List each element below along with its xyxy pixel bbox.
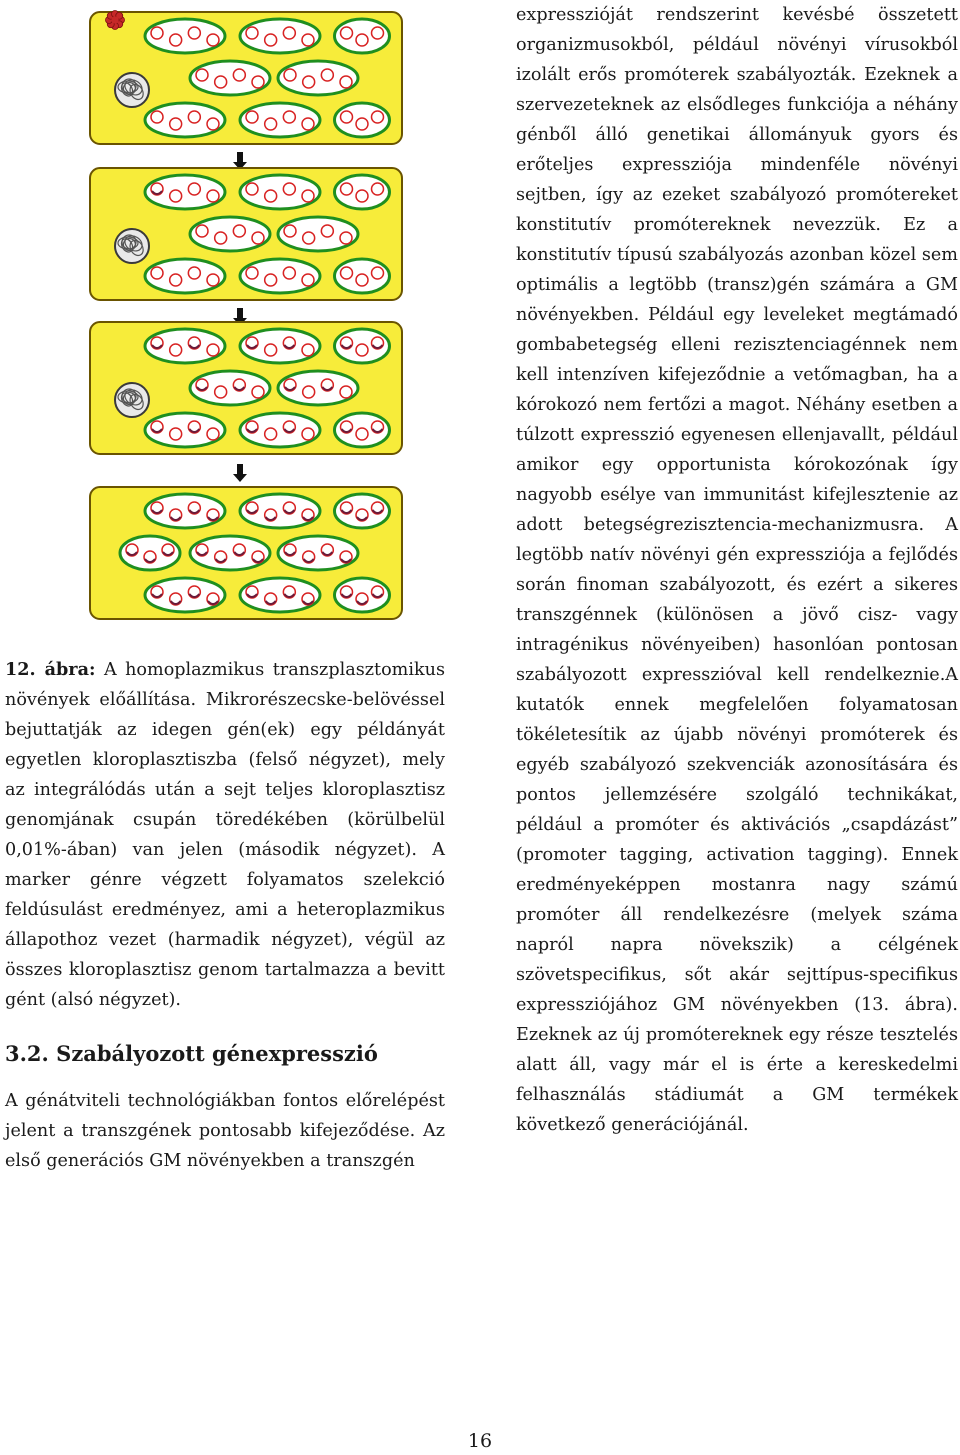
chloroplast bbox=[145, 413, 225, 447]
left-body-text: A génátviteli technológiákban fontos előrelépést jelent a transzgének pontosabb kifejeződése. Az első generációs GM növényekben a transzgén bbox=[5, 1091, 445, 1171]
chloroplast bbox=[240, 578, 320, 612]
down-arrow-icon bbox=[233, 464, 247, 482]
page-number: 16 bbox=[467, 1430, 493, 1452]
chloroplast bbox=[190, 536, 270, 570]
chloroplast bbox=[240, 329, 320, 363]
chloroplast bbox=[278, 61, 358, 95]
chloroplast bbox=[240, 103, 320, 137]
chloroplast bbox=[278, 536, 358, 570]
chloroplast bbox=[335, 175, 390, 209]
chloroplast bbox=[145, 259, 225, 293]
section-heading: 3.2. Szabályozott génexpresszió bbox=[5, 1041, 378, 1066]
chloroplast bbox=[190, 61, 270, 95]
chloroplast bbox=[190, 217, 270, 251]
cell-panel-harmadik-negyzet bbox=[90, 322, 402, 454]
cell-panel-masodik-negyzet bbox=[90, 168, 402, 300]
chloroplast bbox=[145, 175, 225, 209]
chloroplast bbox=[145, 19, 225, 53]
chloroplast bbox=[278, 371, 358, 405]
left-column bbox=[5, 655, 445, 1176]
chloroplast bbox=[278, 217, 358, 251]
chloroplast bbox=[335, 19, 390, 53]
chloroplast bbox=[240, 413, 320, 447]
right-body-text: expresszióját rendszerint kevésbé összetett organizmusokból, például növényi vírusokból izolált erős promóterek szabályozták. Ezeknek a szervezeteknek az elsődleges funkciója a néhány génből álló genetikai állományuk gyors és erőteljes expressziója mindenféle növényi sejtben, így az ezeket szabályozó promótereket konstitutív promótereknek nevezzük. Ez a konstitutív típusú szabályozás azonban közel sem optimális a legtöbb (transz)gén számára a GM növényekben. Például egy leveleket megtámadó gombabetegség elleni rezisztenciagénnek nem kell intenzíven kifejeződnie a vetőmagban, ha a kórokozó nem fertőzi a magot. Néhány esetben a túlzott expresszió egyenesen ellenjavallt, például amikor egy opportunista kórokozónak így nagyobb esélye van immunitást kifejlesztenie az adott betegségrezisztencia-mechanizmusra. A legtöbb natív növényi gén expressziója a fejlődés során finoman szabályozott, és ezért a sikeres transzgénnek (különösen a jövő cisz- vagy intragénikus növényeiben) hasonlóan pontosan szabályozott expresszióval kell rendelkeznie.A kutatók ennek megfelelően folyamatosan tökéletesítik az újabb növényi promóterek és egyéb szabályozó szekvenciák azonosítására és pontos jellemzésére szolgáló technikákat, például a promóter és aktivációs „csapdázást” (promoter tagging, activation tagging). Ennek eredményeképpen mostanra nagy számú promóter áll rendelkezésre (melyek száma napról napra növekszik) a célgének szövetspecifikus, sőt akár sejttípus-specifikus expressziójához GM növényekben (13. ábra). Ezeknek az új promótereknek egy része tesztelés alatt áll, vagy már el is érte a kereskedelmi felhasználás stádiumát a GM termékek következő generációjánál. bbox=[516, 5, 958, 1135]
chloroplast bbox=[240, 259, 320, 293]
chloroplast bbox=[145, 329, 225, 363]
figure-caption bbox=[5, 655, 445, 1015]
chloroplast bbox=[145, 494, 225, 528]
figure-svg bbox=[80, 0, 420, 620]
gene-gun-particle-icon bbox=[106, 11, 125, 30]
right-column bbox=[516, 0, 958, 1140]
chloroplast bbox=[145, 578, 225, 612]
cell-panel-felso-negyzet bbox=[90, 12, 402, 144]
chloroplast bbox=[240, 19, 320, 53]
chloroplast bbox=[335, 103, 390, 137]
chloroplast bbox=[240, 175, 320, 209]
cell-panel-also-negyzet bbox=[90, 487, 402, 619]
chloroplast bbox=[240, 494, 320, 528]
chloroplast bbox=[145, 103, 225, 137]
caption-label: 12. ábra: bbox=[5, 659, 96, 680]
chloroplast bbox=[190, 371, 270, 405]
caption-text: A homoplazmikus transzplasztomikus növények előállítása. Mikrorészecske-belövéssel bejuttatják az idegen gén(ek) egy példányát egyetlen kloroplasztiszba (felső négyzet), mely az integrálódás után a sejt teljes kloroplasztisz genomjának csupán töredékében (körülbelül 0,01%-ában) van jelen (második négyzet). A marker génre végzett folyamatos szelekció feldúsulást eredményez, ami a heteroplazmikus állapothoz vezet (harmadik négyzet), végül az összes kloroplasztisz genom tartalmazza a bevitt gént (alsó négyzet). bbox=[5, 660, 446, 1010]
chloroplast bbox=[335, 259, 390, 293]
transplastomic-figure bbox=[80, 0, 420, 620]
